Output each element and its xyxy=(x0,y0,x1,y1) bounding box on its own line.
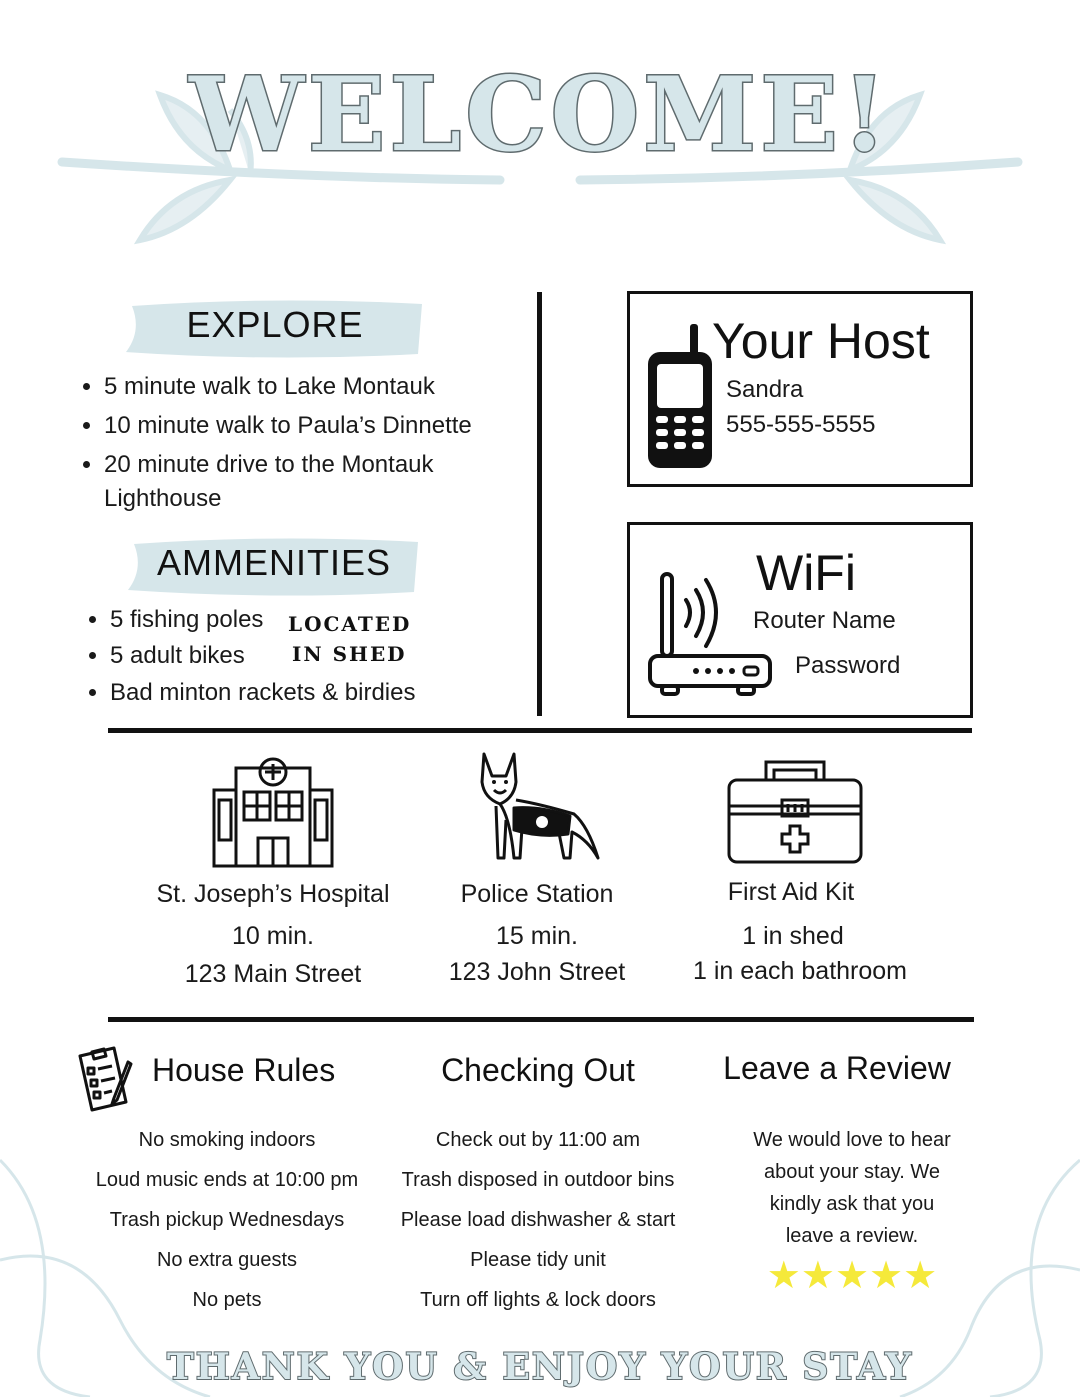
list-item: Turn off lights & lock doors xyxy=(420,1289,656,1311)
list-item: Check out by 11:00 am xyxy=(435,1129,641,1151)
list-item: No pets xyxy=(192,1289,262,1311)
in-shed-note: IN SHED xyxy=(292,642,407,666)
host-title: Your Host xyxy=(712,313,930,369)
house-rules-list xyxy=(86,1120,368,1320)
list-item: • 10 minute walk to Paula’s Dinnette xyxy=(104,409,544,444)
vertical-divider xyxy=(537,292,542,716)
page-title: WELCOME! xyxy=(189,55,891,175)
police-address: 123 John Street xyxy=(448,958,626,986)
list-item: • Bad minton rackets & birdies xyxy=(110,677,490,709)
review-text-line: about your stay. We xyxy=(763,1161,940,1183)
first-aid-location-2: 1 in each bathroom xyxy=(692,957,908,985)
list-item: Trash pickup Wednesdays xyxy=(109,1209,345,1231)
wifi-title: WiFi xyxy=(756,545,856,601)
first-aid-kit-icon xyxy=(726,756,864,866)
explore-heading: EXPLORE xyxy=(186,304,364,345)
checking-out-list xyxy=(390,1120,686,1320)
police-name: Police Station xyxy=(460,880,614,908)
star-icon[interactable]: ★ xyxy=(800,1255,835,1297)
amenities-list xyxy=(84,604,490,713)
list-item: • 5 fishing poles xyxy=(110,604,490,636)
review-text xyxy=(730,1124,974,1252)
host-name: Sandra xyxy=(726,376,804,403)
list-item: • 5 adult bikes xyxy=(110,640,490,672)
password-label: Password xyxy=(795,652,901,679)
footer-message: THANK YOU & ENJOY YOUR STAY xyxy=(166,1346,913,1388)
first-aid-location-1: 1 in shed xyxy=(742,922,844,950)
checking-out-heading: Checking Out xyxy=(441,1052,635,1088)
star-icon[interactable]: ★ xyxy=(766,1255,801,1297)
cell-phone-icon xyxy=(644,322,716,472)
explore-list xyxy=(78,370,544,521)
list-item: Please load dishwasher & start xyxy=(400,1209,676,1231)
star-icon[interactable]: ★ xyxy=(834,1255,870,1297)
first-aid-name: First Aid Kit xyxy=(727,878,855,906)
amenities-heading: AMMENITIES xyxy=(156,542,391,583)
hospital-address: 123 Main Street xyxy=(184,960,362,988)
review-text-line: We would love to hear xyxy=(753,1129,951,1151)
list-item: Loud music ends at 10:00 pm xyxy=(95,1169,359,1191)
hospital-icon xyxy=(210,756,336,868)
hospital-time: 10 min. xyxy=(232,922,314,950)
router-name-label: Router Name xyxy=(753,607,896,634)
horizontal-divider xyxy=(108,728,972,733)
star-icon[interactable]: ★ xyxy=(903,1255,938,1297)
list-item: • 20 minute drive to the Montauk Lighthouse xyxy=(104,448,544,518)
horizontal-divider xyxy=(108,1017,974,1022)
police-dog-icon xyxy=(470,748,602,870)
list-item: Trash disposed in outdoor bins xyxy=(401,1169,675,1191)
list-item: Please tidy unit xyxy=(470,1249,606,1271)
list-item: No smoking indoors xyxy=(138,1129,316,1151)
located-note: LOCATED xyxy=(288,612,412,636)
clipboard-checklist-icon xyxy=(74,1042,134,1112)
star-rating[interactable] xyxy=(730,1254,974,1298)
review-heading: Leave a Review xyxy=(723,1050,951,1086)
list-item: No extra guests xyxy=(156,1249,298,1271)
star-icon[interactable]: ★ xyxy=(869,1255,904,1297)
list-item: • 5 minute walk to Lake Montauk xyxy=(104,370,544,405)
police-time: 15 min. xyxy=(496,922,578,950)
review-text-line: leave a review. xyxy=(785,1225,919,1247)
host-phone[interactable]: 555-555-5555 xyxy=(726,411,876,438)
hospital-name: St. Joseph’s Hospital xyxy=(156,880,390,908)
house-rules-heading: House Rules xyxy=(152,1052,336,1088)
review-text-line: kindly ask that you xyxy=(769,1193,935,1215)
